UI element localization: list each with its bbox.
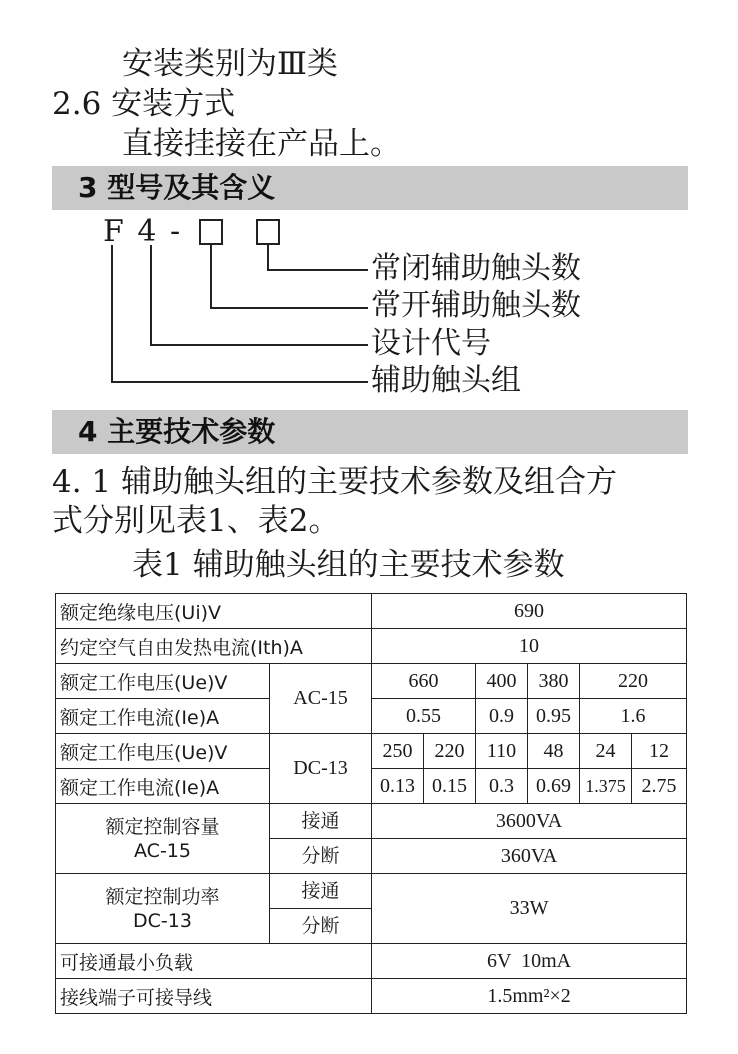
min-load-value: 6V 10mA [372,944,687,979]
dc-volt-cell: 48 [528,734,580,769]
dc-curr-cell: 0.3 [476,769,528,804]
dc-voltage-label: 额定工作电压(Ue)V [56,734,270,769]
ac-volt-cell: 220 [580,664,687,699]
dc-make-label: 接通 [270,874,372,909]
dc-curr-cell: 1.375 [580,769,632,804]
control-power-label [56,874,270,944]
label-nc-contacts: 常闭辅助触头数 [371,251,581,286]
dc-control-value: 33W [372,874,687,944]
leader-line-1 [268,245,368,270]
ac-volt-cell: 380 [528,664,580,699]
section-4-title: 4 主要技术参数 [78,415,276,448]
label-aux-contact-group: 辅助触头组 [371,363,521,398]
ac-break-label: 分断 [270,839,372,874]
ac-current-label: 额定工作电流(Ie)A [56,699,270,734]
leader-line-3 [151,245,368,345]
dc-category: DC-13 [270,734,372,804]
table-row [56,594,687,629]
ac-curr-cell: 0.55 [372,699,476,734]
dc-curr-cell: 0.69 [528,769,580,804]
table-row [56,629,687,664]
dc-current-label: 额定工作电流(Ie)A [56,769,270,804]
model-code-leader-lines [0,0,738,420]
table-row [56,979,687,1014]
insulation-voltage-label: 额定绝缘电压(Ui)V [56,594,372,629]
para-4-1-line1: 4. 1 辅助触头组的主要技术参数及组合方 [52,464,618,500]
install-category-line: 安装类别为Ⅲ类 [122,46,338,82]
control-power-category: DC-13 [133,909,192,932]
thermal-current-value: 10 [372,629,687,664]
section-3-title: 3 型号及其含义 [78,171,276,204]
ac-curr-cell: 0.95 [528,699,580,734]
dc-curr-cell: 2.75 [632,769,687,804]
para-4-1-line2: 式分别见表1、表2。 [52,503,340,539]
table-row [56,944,687,979]
min-load-label: 可接通最小负载 [56,944,372,979]
dc-volt-cell: 110 [476,734,528,769]
table-row [56,734,687,769]
dc-curr-cell: 0.15 [424,769,476,804]
dc-volt-cell: 250 [372,734,424,769]
ac-voltage-label: 额定工作电压(Ue)V [56,664,270,699]
ac-make-value: 3600VA [372,804,687,839]
label-design-code: 设计代号 [371,326,491,361]
table-row [56,804,687,839]
table1-caption: 表1 辅助触头组的主要技术参数 [132,547,565,583]
insulation-voltage-value: 690 [372,594,687,629]
table-row [56,874,687,909]
table-row [56,699,687,734]
install-method-line: 直接挂接在产品上。 [122,126,401,162]
control-power-title: 额定控制功率 [105,885,220,908]
table1 [55,593,687,1014]
control-capacity-label [56,804,270,874]
ac-volt-cell: 660 [372,664,476,699]
label-no-contacts: 常开辅助触头数 [371,288,581,323]
ac-category: AC-15 [270,664,372,734]
ac-break-value: 360VA [372,839,687,874]
control-capacity-title: 额定控制容量 [105,815,220,838]
dc-volt-cell: 12 [632,734,687,769]
wire-value: 1.5mm²×2 [372,979,687,1014]
model-code-prefix: F 4 - [103,214,183,249]
ac-curr-cell: 0.9 [476,699,528,734]
section-4-header [52,410,688,454]
ac-volt-cell: 400 [476,664,528,699]
leader-line-2 [211,245,368,308]
dc-volt-cell: 220 [424,734,476,769]
dc-break-label: 分断 [270,909,372,944]
thermal-current-label: 约定空气自由发热电流(Ith)A [56,629,372,664]
ac-make-label: 接通 [270,804,372,839]
dc-volt-cell: 24 [580,734,632,769]
ac-curr-cell: 1.6 [580,699,687,734]
table-row [56,664,687,699]
control-capacity-category: AC-15 [134,839,191,862]
table-row [56,769,687,804]
section-2-6-heading: 2.6 安装方式 [52,86,236,122]
wire-label: 接线端子可接导线 [56,979,372,1014]
dc-curr-cell: 0.13 [372,769,424,804]
